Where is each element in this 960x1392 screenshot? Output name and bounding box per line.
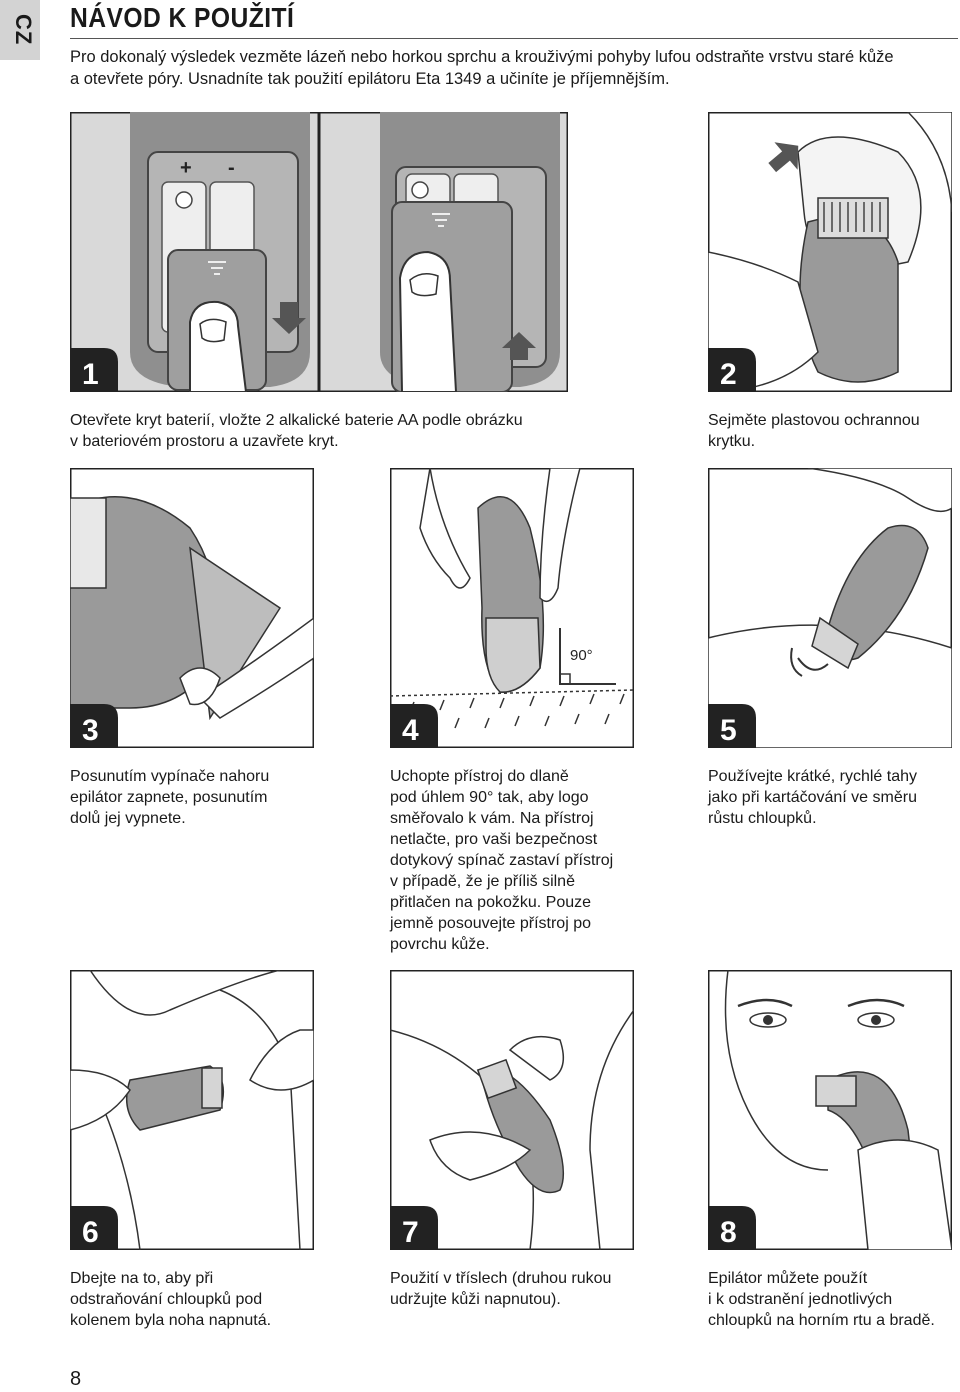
title-divider	[70, 38, 958, 39]
language-code: CZ	[11, 14, 36, 46]
caption-line: Posunutím vypínače nahoru	[70, 768, 270, 785]
step-7-caption	[390, 1268, 670, 1310]
caption-line: kolenem byla noha napnutá.	[70, 1312, 272, 1329]
caption-line: epilátor zapnete, posunutím	[70, 789, 268, 806]
language-tab	[0, 0, 40, 60]
caption-line: chloupků na horním rtu a bradě.	[708, 1312, 935, 1329]
step-7-number: 7	[402, 1216, 419, 1249]
caption-line: Sejměte plastovou ochrannou	[708, 412, 920, 429]
step-8-illustration	[708, 970, 952, 1250]
caption-line: jako při kartáčování ve směru	[708, 789, 917, 806]
step-8-number: 8	[720, 1216, 737, 1249]
step-6-caption	[70, 1268, 340, 1331]
step-1-illustration	[70, 112, 568, 392]
step-2-illustration	[708, 112, 952, 392]
step-5-number: 5	[720, 714, 737, 747]
caption-line: Epilátor můžete použít	[708, 1270, 868, 1287]
caption-line: Otevřete kryt baterií, vložte 2 alkalické baterie AA podle obrázku	[70, 412, 523, 429]
step-3-illustration	[70, 468, 314, 748]
intro-line: a otevřete póry. Usnadníte tak použití epilátoru Eta 1349 a učiníte je příjemnějším.	[70, 70, 670, 88]
step-4-caption	[390, 766, 670, 955]
caption-line: Používejte krátké, rychlé tahy	[708, 768, 917, 785]
step-1-caption	[70, 410, 590, 452]
intro-line: Pro dokonalý výsledek vezměte lázeň nebo horkou sprchu a krouživými pohyby lufou odstraňte vrstvu staré kůže	[70, 48, 894, 66]
caption-line: odstraňování chloupků pod	[70, 1291, 263, 1308]
step-1-number: 1	[82, 358, 99, 391]
caption-line: Uchopte přístroj do dlaně	[390, 768, 569, 785]
battery-minus-label: -	[228, 157, 235, 179]
page-number: 8	[70, 1368, 82, 1390]
caption-line: Použití v tříslech (druhou rukou	[390, 1270, 612, 1287]
caption-line: dotykový spínač zastaví přístroj	[390, 852, 614, 869]
step-5-caption	[708, 766, 958, 829]
caption-line: i k odstranění jednotlivých	[708, 1291, 893, 1308]
intro-text	[70, 46, 960, 90]
step-8-caption	[708, 1268, 958, 1331]
step-2-number: 2	[720, 358, 737, 391]
caption-line: Dbejte na to, aby při	[70, 1270, 214, 1287]
caption-line: přitlačen na pokožku. Pouze	[390, 894, 592, 911]
caption-line: povrchu kůže.	[390, 936, 490, 953]
step-4-number: 4	[402, 714, 419, 747]
caption-line: dolů jej vypnete.	[70, 810, 186, 827]
caption-line: pod úhlem 90° tak, aby logo	[390, 789, 589, 806]
caption-line: krytku.	[708, 433, 756, 450]
step-5-illustration	[708, 468, 952, 748]
step-4-illustration	[390, 468, 634, 748]
caption-line: netlačte, pro vaši bezpečnost	[390, 831, 598, 848]
caption-line: v bateriovém prostoru a uzavřete kryt.	[70, 433, 339, 450]
caption-line: růstu chloupků.	[708, 810, 817, 827]
step-6-number: 6	[82, 1216, 99, 1249]
step-3-number: 3	[82, 714, 99, 747]
page-title: NÁVOD K POUŽITÍ	[70, 2, 295, 33]
step-7-illustration	[390, 970, 634, 1250]
battery-plus-label: +	[180, 157, 192, 179]
caption-line: jemně posouvejte přístroj po	[390, 915, 591, 932]
caption-line: v případě, že je příliš silně	[390, 873, 575, 890]
caption-line: směřovalo k vám. Na přístroj	[390, 810, 594, 827]
step-3-caption	[70, 766, 340, 829]
caption-line: udržujte kůži napnutou).	[390, 1291, 561, 1308]
step-2-caption	[708, 410, 958, 452]
step-6-illustration	[70, 970, 314, 1250]
angle-label: 90°	[570, 647, 593, 664]
